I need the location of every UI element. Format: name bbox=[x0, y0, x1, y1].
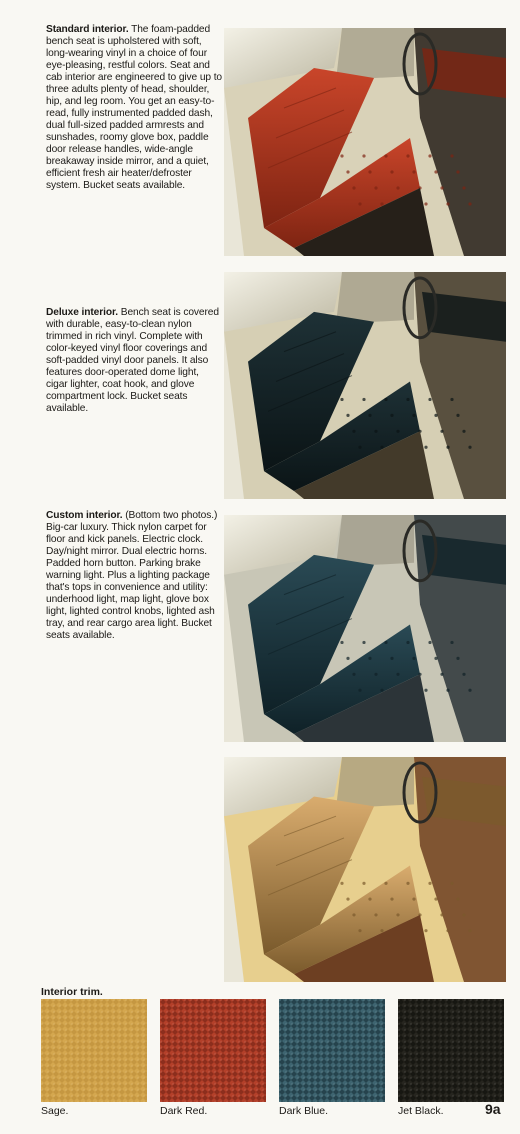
custom-interior-photo-sage bbox=[224, 757, 506, 982]
trim-swatch-jet-black bbox=[398, 999, 504, 1102]
standard-interior-heading: Standard interior. bbox=[46, 24, 129, 35]
interior-trim-heading: Interior trim. bbox=[41, 986, 103, 998]
swatch-label-dark-red: Dark Red. bbox=[160, 1105, 208, 1117]
custom-interior-paragraph bbox=[46, 510, 222, 642]
deluxe-interior-body: Bench seat is covered with durable, easy-to-clean nylon trimmed in rich vinyl. Complete with color-keyed vinyl floor coverings and soft-padded vinyl door panels. It also features door-operated dome light, cigar lighter, coat hook, and glove compartment lock. Bucket seats available. bbox=[46, 307, 219, 414]
standard-interior-paragraph bbox=[46, 24, 222, 192]
custom-interior-heading: Custom interior. bbox=[46, 510, 123, 521]
standard-interior-photo bbox=[224, 28, 506, 256]
page-number: 9a bbox=[485, 1101, 501, 1117]
deluxe-interior-heading: Deluxe interior. bbox=[46, 307, 119, 318]
trim-swatch-dark-red bbox=[160, 999, 266, 1102]
deluxe-interior-paragraph bbox=[46, 307, 222, 415]
swatch-label-dark-blue: Dark Blue. bbox=[279, 1105, 329, 1117]
deluxe-interior-photo bbox=[224, 272, 506, 499]
swatch-label-jet-black: Jet Black. bbox=[398, 1105, 444, 1117]
custom-interior-body: (Bottom two photos.) Big-car luxury. Thick nylon carpet for floor and kick panels. Electric clock. Day/night mirror. Dual electric horns. Padded horn button. Parking brake warning light. Plus a lighting package that's tops in convenience and utility: underhood light, map light, glove box light, lighted control knobs, lighted ash tray, and rear cargo area light. Bucket seats available. bbox=[46, 510, 218, 641]
swatch-label-sage: Sage. bbox=[41, 1105, 69, 1117]
trim-swatch-dark-blue bbox=[279, 999, 385, 1102]
custom-interior-photo-blue bbox=[224, 515, 506, 742]
trim-swatch-sage bbox=[41, 999, 147, 1102]
standard-interior-body: The foam-padded bench seat is upholstered with soft, long-wearing vinyl in a choice of four eye-pleasing, restful colors. Seat and cab interior are engineered to give up to three adults plenty of head, shoulder, hip, and leg room. You get an easy-to-read, fully instrumented padded dash, dual full-sized padded armrests and sunshades, roomy glove box, paddle door release handles, wide-angle breakaway inside mirror, and a quiet, efficient fresh air heater/defroster system. Bucket seats available. bbox=[46, 24, 222, 191]
